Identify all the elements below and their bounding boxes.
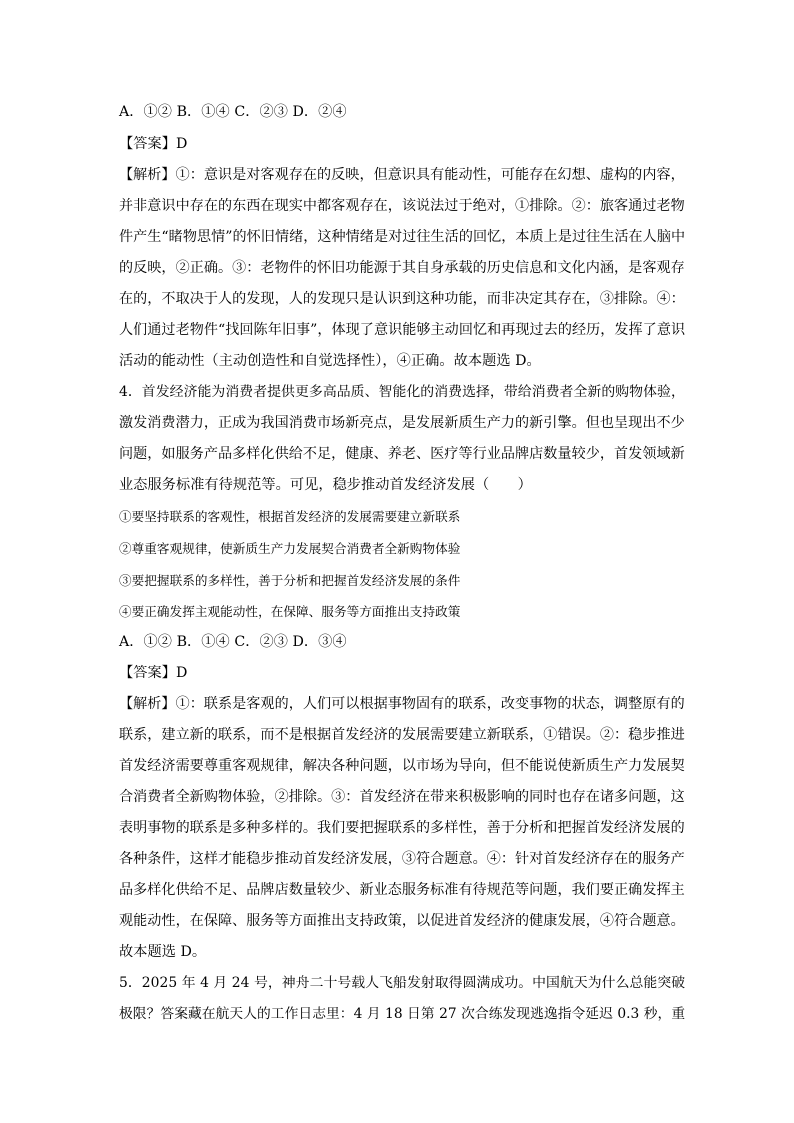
q3-analysis-line-4: 的反映，②正确。③：老物件的怀旧功能源于其自身承载的历史信息和文化内涵，是客观存 — [119, 260, 685, 276]
q4-analysis-line-8: 观能动性，在保障、服务等方面推出支持政策，以促进首发经济的健康发展，④符合题意。 — [119, 913, 685, 929]
q4-analysis-line-9: 故本题选 D。 — [119, 944, 207, 960]
q3-analysis-line-1: 【解析】①：意识是对客观存在的反映，但意识具有能动性，可能存在幻想、虚构的内容， — [119, 167, 685, 183]
q4-stem-line-2: 激发消费潜力，正成为我国消费市场新亮点，是发展新质生产力的新引擎。但也呈现出不少 — [119, 415, 685, 431]
q4-analysis-line-5: 表明事物的联系是多种多样的。我们要把握联系的多样性，善于分析和把握首发经济发展的 — [119, 820, 685, 836]
q4-statement-2: ②尊重客观规律，使新质生产力发展契合消费者全新购物体验 — [119, 541, 461, 556]
q5-stem-line-2: 极限？答案藏在航天人的工作日志里：4 月 18 日第 27 次合练发现逃逸指令延迟 0.3 秒，重 — [119, 1006, 686, 1022]
q4-statement-1: ①要坚持联系的客观性，根据首发经济的发展需要建立新联系 — [119, 509, 461, 524]
q3-analysis-line-3: 件产生“睹物思情”的怀旧情绪，这种情绪是对过往生活的回忆，本质上是过往生活在人脑中 — [119, 229, 686, 245]
q4-analysis-line-2: 联系，建立新的联系，而不是根据首发经济的发展需要建立新联系，①错误。②：稳步推进 — [119, 727, 685, 743]
q4-analysis-line-3: 首发经济需要尊重客观规律，解决各种问题，以市场为导向，但不能说使新质生产力发展契 — [119, 758, 685, 774]
q4-answer-options: A．①② B．①④ C．②③ D．③④ — [119, 634, 347, 650]
q4-analysis-line-6: 各种条件，这样才能稳步推动首发经济发展，③符合题意。④：针对首发经济存在的服务产 — [119, 851, 685, 867]
q3-answer-options: A．①② B．①④ C．②③ D．②④ — [119, 104, 347, 120]
q3-analysis-line-5: 在的，不取决于人的发现，人的发现只是认识到这种功能，而非决定其存在，③排除。④： — [119, 291, 685, 307]
q3-analysis-line-2: 并非意识中存在的东西在现实中都客观存在，该说法过于绝对，①排除。②：旅客通过老物 — [119, 198, 685, 214]
q4-statement-4: ④要正确发挥主观能动性，在保障、服务等方面推出支持政策 — [119, 604, 461, 619]
q5-stem-line-1: 5．2025 年 4 月 24 号，神舟二十号载人飞船发射取得圆满成功。中国航天为什么总能突破 — [119, 975, 686, 991]
q3-analysis-line-6: 人们通过老物件“找回陈年旧事”，体现了意识能够主动回忆和再现过去的经历，发挥了意识 — [119, 322, 686, 338]
q4-stem-line-1: 4．首发经济能为消费者提供更多高品质、智能化的消费选择，带给消费者全新的购物体验， — [119, 384, 685, 400]
q4-stem-line-3: 问题，如服务产品多样化供给不足，健康、养老、医疗等行业品牌店数量较少，首发领域新 — [119, 446, 685, 462]
q4-analysis-line-7: 品多样化供给不足、品牌店数量较少、新业态服务标准有待规范等问题，我们要正确发挥主 — [119, 882, 685, 898]
q4-statement-3: ③要把握联系的多样性，善于分析和把握首发经济发展的条件 — [119, 573, 461, 588]
q4-analysis-line-1: 【解析】①：联系是客观的，人们可以根据事物固有的联系，改变事物的状态，调整原有的 — [119, 696, 685, 712]
q4-stem-line-4: 业态服务标准有待规范等。可见，稳步推动首发经济发展（ ） — [119, 477, 532, 493]
q4-analysis-line-4: 合消费者全新购物体验，②排除。③：首发经济在带来积极影响的同时也存在诸多问题，这 — [119, 789, 685, 805]
q4-answer-key: 【答案】D — [119, 665, 188, 681]
q3-answer-key: 【答案】D — [119, 136, 188, 152]
q3-analysis-line-7: 活动的能动性（主动创造性和自觉选择性），④正确。故本题选 D。 — [119, 353, 541, 369]
